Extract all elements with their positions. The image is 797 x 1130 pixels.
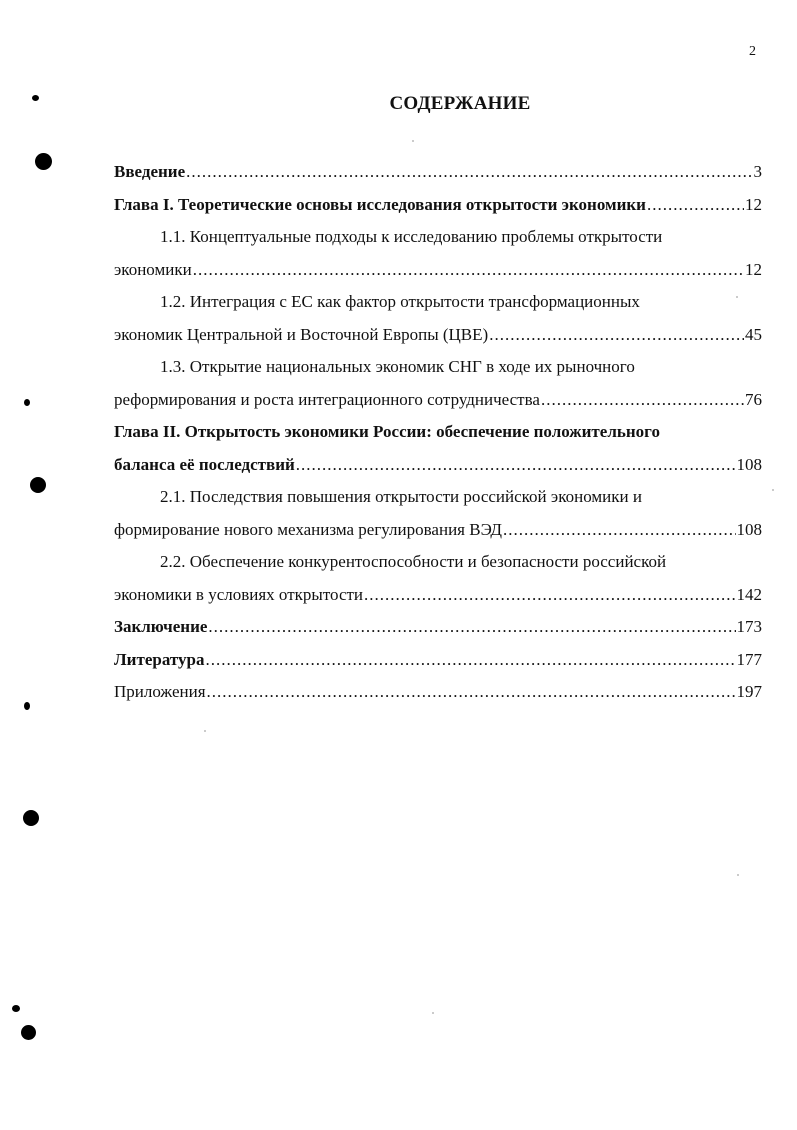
punch-hole (23, 810, 39, 826)
toc-entry-text: 1.3. Открытие национальных экономик СНГ в ходе их рыночного (160, 357, 635, 376)
toc-entry-section-2-2[interactable] (114, 546, 762, 579)
toc-page-number: 76 (745, 389, 762, 409)
dot-leader (541, 384, 744, 417)
dot-leader (489, 319, 744, 352)
toc-entry-text: 1.2. Интеграция с ЕС как фактор открытости трансформационных (160, 292, 640, 311)
toc-entry-text: формирование нового механизма регулирования ВЭД (114, 519, 502, 539)
toc-entry-section-1-1-cont[interactable] (114, 254, 762, 287)
page-number: 2 (749, 44, 756, 59)
toc-entry-section-2-1[interactable] (114, 481, 762, 514)
toc-entry-text: Введение (114, 162, 186, 181)
punch-hole (21, 1025, 36, 1040)
toc-entry-text: 2.2. Обеспечение конкурентоспособности и безопасности российской (160, 552, 667, 571)
dot-leader (193, 254, 744, 287)
dot-leader (208, 611, 735, 644)
toc-entry-appendices[interactable] (114, 676, 762, 709)
dot-leader (503, 514, 736, 547)
toc-page-number: 45 (745, 324, 762, 344)
toc-entry-chapter-2-cont[interactable] (114, 449, 762, 482)
toc-page-number: 12 (745, 259, 762, 279)
table-of-contents (114, 156, 762, 709)
toc-entry-section-1-2[interactable] (114, 286, 762, 319)
toc-page-number: 108 (736, 454, 762, 474)
toc-entry-text: экономики в условиях открытости (114, 584, 364, 604)
dot-leader (296, 449, 736, 482)
toc-entry-section-1-2-cont[interactable] (114, 319, 762, 352)
toc-entry-text: реформирования и роста интеграционного сотрудничества (114, 389, 540, 409)
toc-entry-text: Литература (114, 649, 205, 669)
toc-entry-chapter-2[interactable] (114, 416, 762, 449)
toc-page-number: 197 (736, 682, 762, 701)
toc-page-number: 142 (736, 584, 762, 604)
scan-mark (24, 399, 30, 406)
toc-entry-chapter-1[interactable] (114, 189, 762, 222)
toc-page-number: 12 (745, 194, 762, 214)
scan-speck (737, 874, 739, 876)
toc-entry-section-1-1[interactable] (114, 221, 762, 254)
toc-entry-section-2-2-cont[interactable] (114, 579, 762, 612)
toc-page-number: 177 (736, 649, 762, 669)
scan-speck (432, 1012, 434, 1014)
toc-entry-section-2-1-cont[interactable] (114, 514, 762, 547)
scan-speck (412, 140, 414, 142)
scan-speck (772, 489, 774, 491)
toc-entry-text: 1.1. Концептуальные подходы к исследованию проблемы открытости (160, 227, 663, 246)
toc-entry-text: 2.1. Последствия повышения открытости российской экономики и (160, 487, 642, 506)
toc-entry-text: экономик Центральной и Восточной Европы (ЦВЕ) (114, 324, 489, 344)
page-title: СОДЕРЖАНИЕ (389, 93, 531, 114)
toc-entry-section-1-3[interactable] (114, 351, 762, 384)
toc-entry-introduction[interactable] (114, 156, 762, 189)
dot-leader (205, 644, 735, 677)
toc-entry-text: экономики (114, 259, 192, 279)
dot-leader (207, 676, 736, 709)
scan-mark (24, 702, 30, 710)
toc-entry-text: Глава II. Открытость экономики России: обеспечение положительного (114, 422, 660, 441)
scan-speck (204, 730, 206, 732)
punch-hole (30, 477, 46, 493)
toc-entry-literature[interactable] (114, 644, 762, 677)
dot-leader (186, 156, 752, 189)
toc-page-number: 3 (753, 162, 762, 181)
toc-entry-text: Приложения (114, 682, 206, 701)
dot-leader (647, 189, 744, 222)
toc-page-number: 173 (736, 617, 762, 636)
toc-entry-text: баланса её последствий (114, 454, 295, 474)
punch-hole (35, 153, 52, 170)
dot-leader (364, 579, 735, 612)
scan-mark (12, 1005, 20, 1012)
toc-page-number: 108 (736, 519, 762, 539)
toc-entry-text: Глава I. Теоретические основы исследования открытости экономики (114, 194, 646, 214)
toc-entry-text: Заключение (114, 617, 208, 636)
toc-entry-conclusion[interactable] (114, 611, 762, 644)
toc-entry-section-1-3-cont[interactable] (114, 384, 762, 417)
